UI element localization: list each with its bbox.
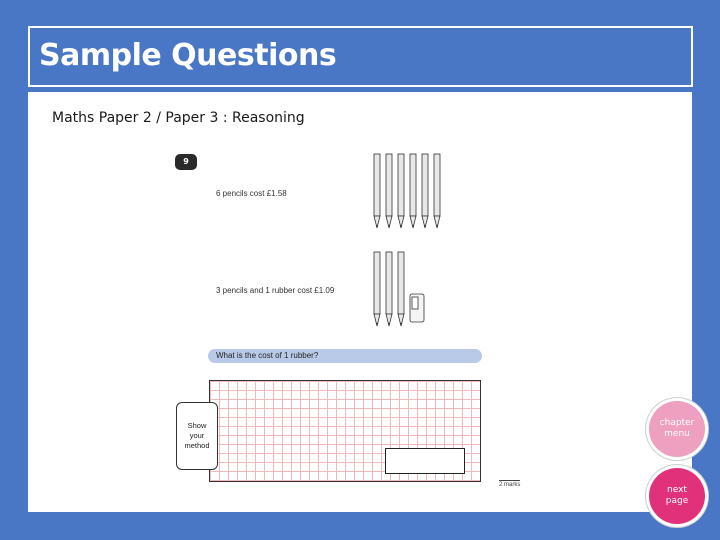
next-page-button[interactable] — [649, 468, 705, 524]
pencil-icon — [398, 154, 404, 228]
question-line-2: 3 pencils and 1 rubber cost £1.09 — [216, 286, 335, 295]
question-line-1: 6 pencils cost £1.58 — [216, 189, 287, 198]
pencil-icon — [398, 252, 404, 326]
pencil-icon — [374, 252, 380, 326]
title-banner — [28, 26, 693, 87]
pencil-icon — [410, 154, 416, 228]
pencil-icon — [386, 252, 392, 326]
rubber-icon — [410, 294, 424, 322]
next-page-label: next page — [665, 485, 689, 506]
answer-box[interactable] — [385, 448, 465, 474]
paper-subtitle: Maths Paper 2 / Paper 3 : Reasoning — [52, 110, 305, 126]
page-title: Sample Questions — [39, 38, 337, 73]
chapter-menu-label: chapter menu — [659, 418, 695, 439]
pencil-icon — [422, 154, 428, 228]
pencil-icon — [374, 154, 380, 228]
chapter-menu-button[interactable] — [649, 401, 705, 457]
show-method-label: Show your method — [184, 421, 210, 450]
question-number-badge: 9 — [175, 154, 197, 170]
show-method-tab — [176, 402, 218, 470]
content-panel — [28, 92, 692, 512]
pencil-icon — [386, 154, 392, 228]
pencil-icon — [434, 154, 440, 228]
question-prompt: What is the cost of 1 rubber? — [208, 349, 482, 363]
six-pencils-illustration — [372, 152, 444, 232]
pencils-and-rubber-illustration — [372, 250, 432, 330]
marks-label: 2 marks — [499, 482, 521, 488]
